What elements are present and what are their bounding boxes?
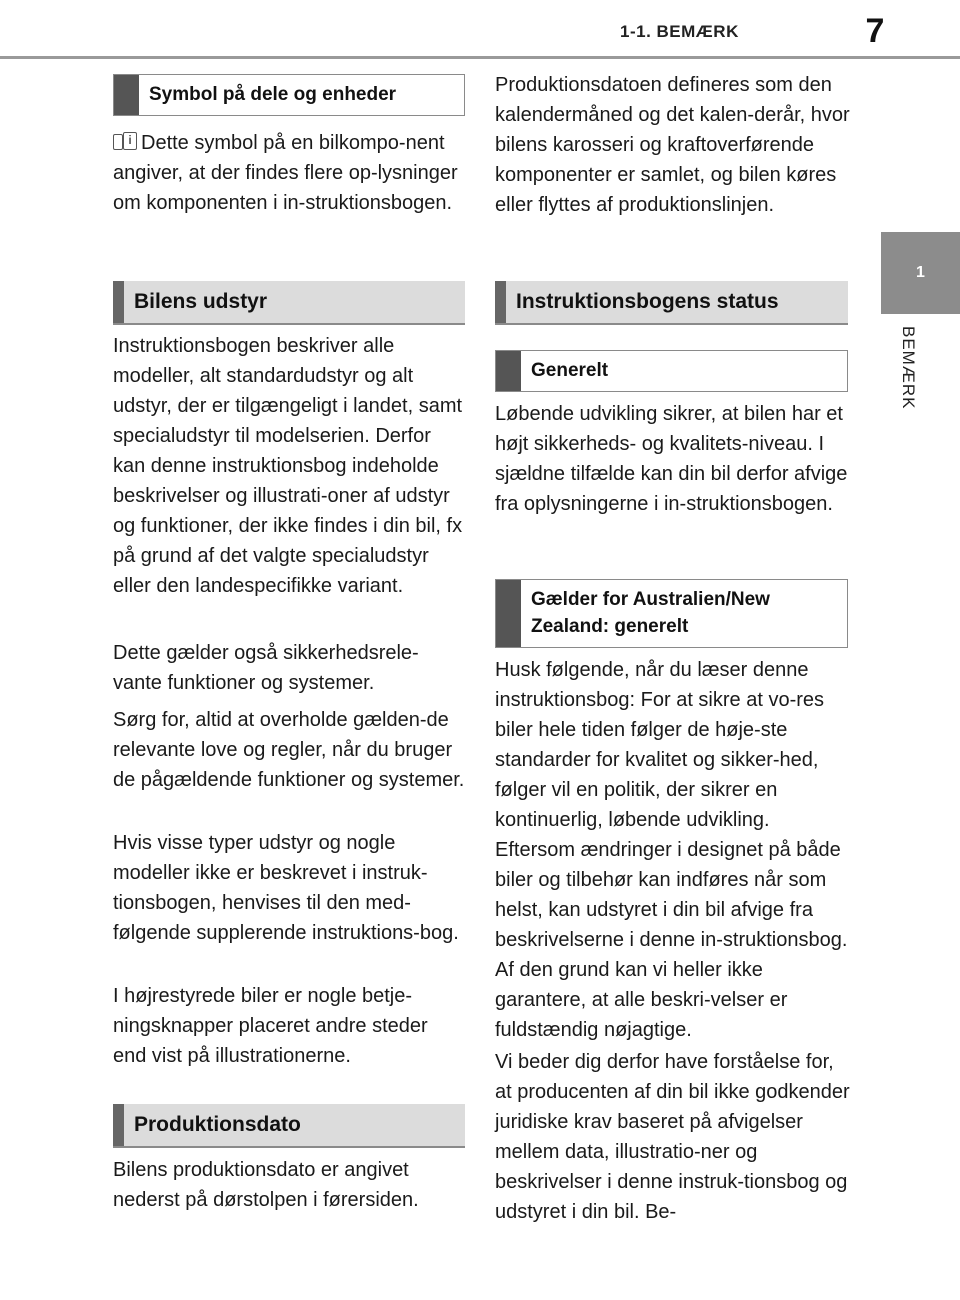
udstyr-paragraph-1: Instruktionsbogen beskriver alle modeller, alt standardudstyr og alt udstyr, der er tilgængeligt i landet, samt specialudstyr til modelserien. Derfor kan denne instruktionsbog indeholde beskrivelser og illustrati-oner af udstyr og funktioner, der ikke findes i din bil, fx på grund af det valgte specialudstyr eller den landespecifikke variant.	[113, 335, 463, 597]
page-number: 7	[865, 12, 885, 50]
udstyr-paragraph-2: Dette gælder også sikkerhedsrele-vante funktioner og systemer.	[113, 642, 419, 694]
symbol-paragraph-text: Dette symbol på en bilkompo-nent angiver, at der findes flere op-lysninger om komponenten i in-struktionsbogen.	[113, 132, 458, 214]
info-book-icon: i	[113, 132, 139, 151]
heading-status-text: Instruktionsbogens status	[516, 290, 779, 313]
chapter-tab[interactable]	[881, 232, 960, 314]
heading-udstyr	[113, 281, 465, 325]
heading-bar	[496, 351, 521, 391]
heading-bar	[495, 281, 506, 323]
heading-udstyr-text: Bilens udstyr	[134, 290, 268, 313]
page-header-title: 1-1. BEMÆRK	[620, 22, 739, 41]
header-rule	[0, 56, 960, 59]
heading-symbol	[113, 74, 465, 116]
heading-bar	[496, 580, 521, 647]
udstyr-paragraph-3: Sørg for, altid at overholde gælden-de relevante love og regler, når du bruger de pågældende funktioner og systemer.	[113, 709, 465, 791]
heading-produktionsdato	[113, 1104, 465, 1148]
chapter-tab-label: BEMÆRK	[899, 326, 918, 410]
heading-generelt	[495, 350, 848, 392]
udstyr-paragraph-5: I højrestyrede biler er nogle betje-ningsknapper placeret andre steder end vist på illustrationerne.	[113, 985, 428, 1067]
heading-bar	[114, 75, 139, 115]
heading-produktionsdato-text: Produktionsdato	[134, 1113, 301, 1136]
heading-australien	[495, 579, 848, 648]
chapter-tab-number: 1	[916, 264, 925, 281]
australien-paragraph-1: Husk følgende, når du læser denne instruktionsbog: For at sikre at vo-res biler hele tiden følger de høje-ste standarder for kvalitet og sikker-hed, følger vil en politik, der sikrer en kontinuerlig, løbende udvikling. Eftersom ændringer i designet på både biler og tilbehør kan indføres når som helst, kan udstyret i din bil afvige fra beskrivelserne i denne in-struktionsbog. Af den grund kan vi heller ikke garantere, at alle beskri-velser er fuldstændig nøjagtige.	[495, 659, 848, 1041]
symbol-paragraph	[113, 128, 465, 218]
heading-generelt-text: Generelt	[531, 360, 609, 381]
generelt-paragraph: Løbende udvikling sikrer, at bilen har et højt sikkerheds- og kvalitets-niveau. I sjældne tilfælde kan din bil derfor afvige fra oplysningerne i in-struktionsbogen.	[495, 403, 848, 515]
udstyr-paragraph-4: Hvis visse typer udstyr og nogle modeller ikke er beskrevet i instruk-tionsbogen, henvises til den med-følgende supplerende instruktions-bog.	[113, 832, 459, 944]
heading-bar	[113, 281, 124, 323]
australien-paragraph-2: Vi beder dig derfor have forståelse for, at producenten af din bil ikke godkender juridiske krav baseret på afvigelser mellem data, illustratio-ner og beskrivelser i denne instruk-tionsbog og udstyret i din bil. Be-	[495, 1051, 850, 1223]
heading-status	[495, 281, 848, 325]
heading-bar	[113, 1104, 124, 1146]
produktionsdato-paragraph: Bilens produktionsdato er angivet nederst på dørstolpen i førersiden.	[113, 1159, 419, 1211]
heading-australien-text: Gælder for Australien/New Zealand: generelt	[531, 589, 770, 637]
heading-symbol-text: Symbol på dele og enheder	[149, 84, 397, 105]
produktionsdato-definition: Produktionsdatoen defineres som den kalendermåned og det kalen-derår, hvor bilens karosseri og kraftoverførende komponenter er samlet, og bilen køres eller flyttes af produktionslinjen.	[495, 74, 850, 216]
